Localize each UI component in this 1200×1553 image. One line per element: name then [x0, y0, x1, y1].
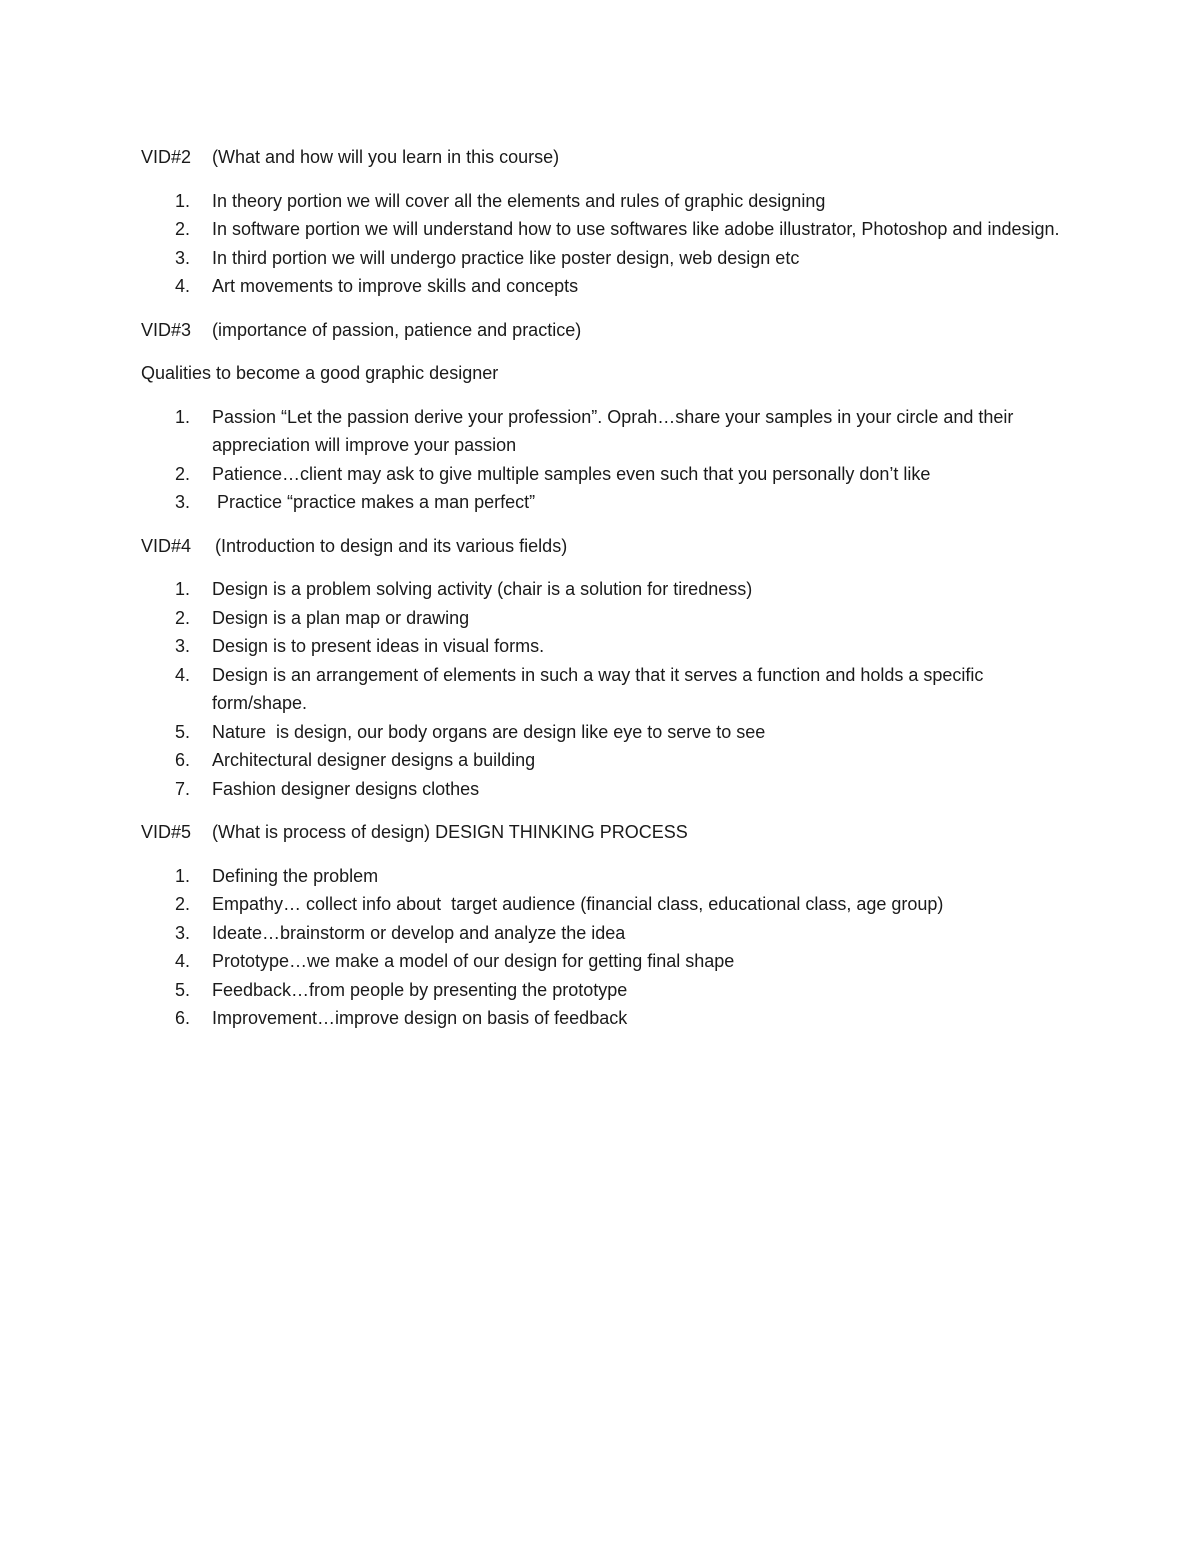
section-id: VID#5: [141, 822, 192, 842]
list-text: In theory portion we will cover all the elements and rules of graphic designing: [212, 190, 826, 211]
section-heading-vid5: [141, 818, 1071, 847]
list-number: 4.: [175, 664, 191, 685]
list-text: Design is a plan map or drawing: [212, 607, 470, 628]
list-text: Defining the problem: [212, 865, 379, 886]
list-number: 3.: [175, 636, 191, 656]
list-number: 1.: [175, 190, 191, 211]
list-item: [141, 718, 1071, 747]
list-item: [141, 976, 1071, 1005]
section-list-vid4: [141, 575, 1071, 803]
document-body: [141, 143, 1071, 1048]
list-text: Empathy… collect info about target audience (financial class, educational class, age group): [212, 894, 944, 914]
list-number: 2.: [175, 894, 191, 914]
list-item: [141, 1004, 1071, 1033]
section-heading-vid4: [141, 532, 1071, 561]
list-number: 1.: [175, 579, 191, 599]
list-text: Architectural designer designs a building: [212, 750, 536, 770]
list-number: 3.: [175, 247, 191, 268]
list-number: 2.: [175, 463, 191, 484]
section-title: (Introduction to design and its various fields): [215, 535, 568, 556]
list-item: [141, 187, 1071, 216]
list-text: Design is to present ideas in visual forms.: [212, 636, 545, 656]
list-item: [141, 632, 1071, 661]
section-list-vid2: [141, 187, 1071, 301]
section-id: VID#2: [141, 147, 192, 167]
list-item: [141, 272, 1071, 301]
list-text: Art movements to improve skills and concepts: [212, 276, 579, 296]
list-number: 6.: [175, 1008, 191, 1028]
list-item: [141, 919, 1071, 948]
list-item: [141, 862, 1071, 891]
list-item: [141, 947, 1071, 976]
list-item: [141, 775, 1071, 804]
list-item: [141, 403, 1071, 460]
list-item: [141, 890, 1071, 919]
list-text: Design is an arrangement of elements in such a way that it serves a function and holds a specific form/shape.: [212, 664, 984, 713]
list-text: In third portion we will undergo practice like poster design, web design etc: [212, 247, 800, 268]
section-id: VID#3: [141, 319, 192, 340]
list-text: In software portion we will understand how to use softwares like adobe illustrator, Photoshop and indesign.: [212, 219, 1060, 239]
list-number: 2.: [175, 219, 191, 239]
list-item: [141, 604, 1071, 633]
list-item: [141, 244, 1071, 273]
list-text: Fashion designer designs clothes: [212, 778, 480, 799]
section-list-vid3: [141, 403, 1071, 517]
list-number: 6.: [175, 750, 191, 770]
list-text: Practice “practice makes a man perfect”: [212, 492, 536, 512]
list-text: Nature is design, our body organs are design like eye to serve to see: [212, 721, 766, 742]
list-number: 4.: [175, 951, 191, 971]
section-id: VID#4: [141, 535, 192, 556]
list-text: Patience…client may ask to give multiple samples even such that you personally don’t like: [212, 463, 931, 484]
section-heading-vid3: [141, 316, 1071, 345]
list-item: [141, 488, 1071, 517]
list-text: Ideate…brainstorm or develop and analyze the idea: [212, 922, 626, 943]
section-heading-vid2: [141, 143, 1071, 172]
list-number: 5.: [175, 979, 191, 1000]
list-number: 7.: [175, 778, 191, 799]
section-subtitle: Qualities to become a good graphic designer: [141, 363, 499, 383]
list-item: [141, 746, 1071, 775]
section-list-vid5: [141, 862, 1071, 1033]
list-text: Feedback…from people by presenting the prototype: [212, 979, 628, 1000]
list-text: Prototype…we make a model of our design for getting final shape: [212, 951, 735, 971]
list-item: [141, 661, 1071, 718]
section-title: (What is process of design) DESIGN THINKING PROCESS: [212, 822, 688, 842]
list-number: 3.: [175, 492, 191, 512]
section-title: (What and how will you learn in this course): [212, 147, 560, 167]
list-item: [141, 215, 1071, 244]
list-item: [141, 460, 1071, 489]
list-number: 5.: [175, 721, 191, 742]
section-title: (importance of passion, patience and practice): [212, 319, 582, 340]
list-number: 3.: [175, 922, 191, 943]
list-number: 4.: [175, 276, 191, 296]
list-number: 2.: [175, 607, 191, 628]
list-text: Passion “Let the passion derive your profession”. Oprah…share your samples in your circle and their appreciation will improve your passion: [212, 406, 1014, 455]
list-text: Improvement…improve design on basis of feedback: [212, 1008, 628, 1028]
list-number: 1.: [175, 406, 191, 427]
list-item: [141, 575, 1071, 604]
list-number: 1.: [175, 865, 191, 886]
list-text: Design is a problem solving activity (chair is a solution for tiredness): [212, 579, 753, 599]
